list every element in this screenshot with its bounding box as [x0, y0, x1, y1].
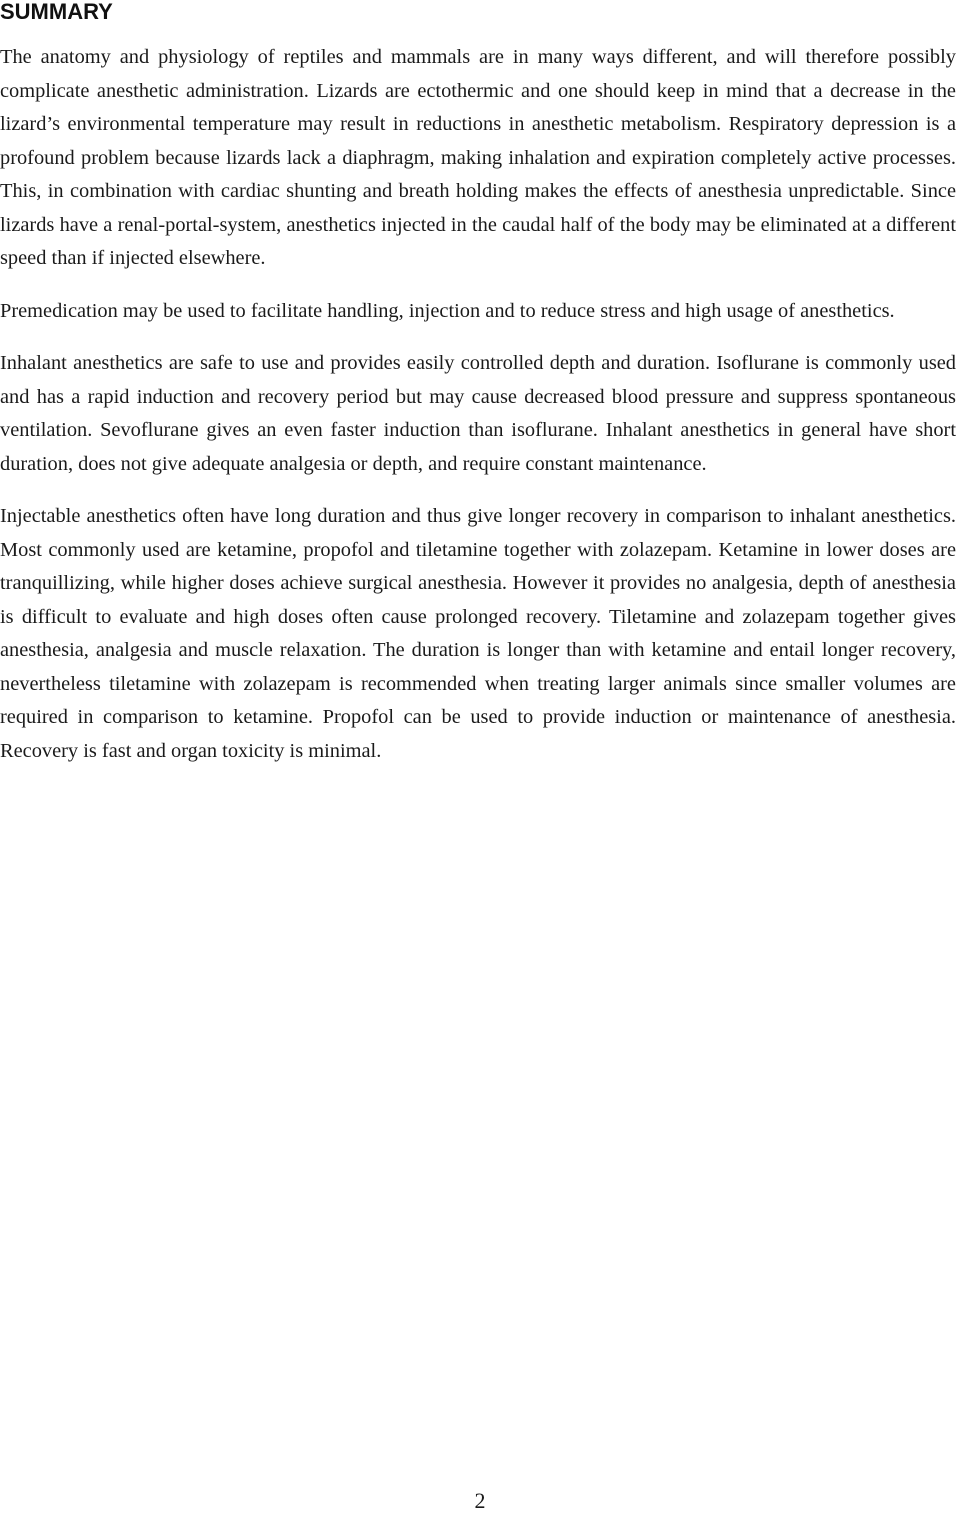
section-heading: SUMMARY: [0, 0, 113, 24]
summary-paragraph-4: Injectable anesthetics often have long duration and thus give longer recovery in comparison to inhalant anesthetics. Most commonly used are ketamine, propofol and tiletamine together with zolazepam. Ketamine in lower doses are tranquillizing, while higher doses achieve surgical anesthesia. However it provides no analgesia, depth of anesthesia is difficult to evaluate and high doses often cause prolonged recovery. Tiletamine and zolazepam together gives anesthesia, analgesia and muscle relaxation. The duration is longer than with ketamine and entail longer recovery, nevertheless tiletamine with zolazepam is recommended when treating larger animals since smaller volumes are required in comparison to ketamine. Propofol can be used to provide induction or maintenance of anesthesia. Recovery is fast and organ toxicity is minimal.: [0, 505, 956, 762]
page-number: 2: [474, 1488, 486, 1513]
summary-paragraph-1: The anatomy and physiology of reptiles and mammals are in many ways different, and will therefore possibly complicate anesthetic administration. Lizards are ectothermic and one should keep in mind that a decrease in the lizard’s environmental temperature may result in reductions in anesthetic metabolism. Respiratory depression is a profound problem because lizards lack a diaphragm, making inhalation and expiration completely active processes. This, in combination with cardiac shunting and breath holding makes the effects of anesthesia unpredictable. Since lizards have a renal-portal-system, anesthetics injected in the caudal half of the body may be eliminated at a different speed than if injected elsewhere.: [0, 46, 956, 269]
summary-paragraph-3: Inhalant anesthetics are safe to use and provides easily controlled depth and duration. Isoflurane is commonly used and has a rapid induction and recovery period but may cause decreased blood pressure and suppress spontaneous ventilation. Sevoflurane gives an even faster induction than isoflurane. Inhalant anesthetics in general have short duration, does not give adequate analgesia or depth, and require constant maintenance.: [0, 352, 956, 475]
summary-paragraph-2: Premedication may be used to facilitate handling, injection and to reduce stress and high usage of anesthetics.: [0, 299, 895, 322]
